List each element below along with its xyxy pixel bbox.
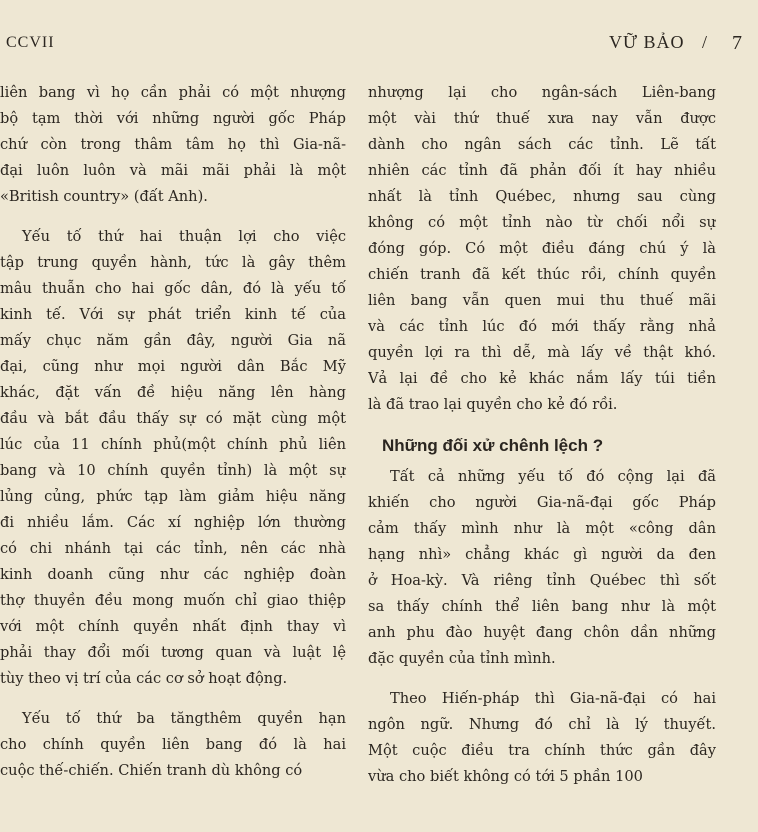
text-line: mấy chục năm gần đây, người Gia nã (0, 332, 346, 349)
text-line: Yếu tố thứ ba tăngthêm quyền hạn (22, 710, 346, 727)
text-line: có chi nhánh tại các tỉnh, nên các nhà (0, 540, 346, 557)
section-heading: Những đối xử chênh lệch ? (382, 436, 604, 455)
text-line: khác, đặt vấn đề hiệu năng lên hàng (0, 384, 346, 401)
text-line: Một cuộc điều tra chính thức gần đây (368, 742, 716, 759)
text-line: vừa cho biết không có tới 5 phần 100 (368, 768, 643, 785)
text-line: cuộc thế-chiến. Chiến tranh dù không có (0, 762, 303, 779)
text-line: liên bang vẫn quen mui thu thuế mãi (368, 292, 716, 309)
text-line: liên bang vì họ cần phải có một nhượng (0, 84, 346, 101)
text-line: đại, cũng như mọi người dân Bắc Mỹ (0, 358, 346, 375)
text-line: Theo Hiến-pháp thì Gia-nã-đại có hai (390, 690, 716, 707)
text-line: ngôn ngữ. Nhưng đó chỉ là lý thuyết. (368, 716, 716, 733)
text-line: bộ tạm thời với những người gốc Pháp (0, 110, 346, 127)
text-line: khiến cho người Gia-nã-đại gốc Pháp (368, 494, 716, 511)
text-line: mâu thuẫn cho hai gốc dân, đó là yếu tố (0, 280, 346, 297)
text-line: và các tỉnh lúc đó mới thấy rằng nhả (368, 318, 716, 335)
text-line: kinh doanh cũng như các nghiệp đoàn (0, 566, 346, 583)
text-line: Yếu tố thứ hai thuận lợi cho việc (22, 228, 346, 245)
right-column (368, 80, 716, 790)
page-number: 7 (732, 32, 742, 54)
text-line: cảm thấy mình như là một «công dân (368, 520, 716, 537)
text-line: «British country» (đất Anh). (0, 188, 208, 205)
right-column-bottom (368, 464, 716, 790)
text-line: đi nhiều lắm. Các xí nghiệp lớn thường (0, 514, 346, 531)
text-line: nhiên các tỉnh đã phản đối ít hay nhiều (368, 162, 716, 179)
text-line: ở Hoa-kỳ. Và riêng tỉnh Québec thì sốt (368, 572, 716, 589)
text-line: lủng củng, phức tạp làm giảm hiệu năng (0, 488, 346, 505)
text-line: tùy theo vị trí của các cơ sở hoạt động. (0, 670, 288, 687)
text-line: không có một tỉnh nào từ chối nổi sự (368, 214, 716, 231)
text-line: là đã trao lại quyền cho kẻ đó rồi. (368, 396, 618, 413)
text-line: sa thấy chính thể liên bang như là một (368, 598, 716, 615)
text-line: chiến tranh đã kết thúc rồi, chính quyền (368, 266, 716, 283)
text-line: với một chính quyền nhất định thay vì (0, 618, 346, 635)
text-line: phải thay đổi mối tương quan và luật lệ (0, 644, 346, 661)
left-column (0, 80, 346, 784)
text-line: đóng góp. Có một điều đáng chú ý là (368, 240, 716, 257)
text-line: đầu và bắt đầu thấy sự có mặt cùng một (0, 410, 346, 427)
text-line: một vài thứ thuế xưa nay vẫn được (368, 110, 716, 127)
page-header (0, 30, 758, 60)
text-line: hạng nhì» chẳng khác gì người da đen (368, 546, 716, 563)
text-line: kinh tế. Với sự phát triển kinh tế của (0, 306, 346, 323)
text-line: Tất cả những yếu tố đó cộng lại đã (390, 468, 716, 485)
text-line: đại luôn luôn và mãi mãi phải là một (0, 162, 346, 179)
text-line: anh phu đào huyệt đang chôn dần những (368, 624, 716, 641)
text-line: đặc quyền của tỉnh mình. (368, 650, 556, 667)
text-line: nhượng lại cho ngân-sách Liên-bang (368, 84, 716, 101)
text-line: tập trung quyền hành, tức là gây thêm (0, 254, 346, 271)
text-line: dành cho ngân sách các tỉnh. Lẽ tất (368, 136, 716, 153)
text-line: Vả lại đề cho kẻ khác nắm lấy túi tiền (368, 370, 716, 387)
text-line: bang và 10 chính quyền tỉnh) là một sự (0, 462, 346, 479)
text-line: chứ còn trong thâm tâm họ thì Gia-nã- (0, 136, 346, 153)
text-line: quyền lợi ra thì dễ, mà lấy về thật khó. (368, 344, 716, 361)
text-line: cho chính quyền liên bang đó là hai (0, 736, 346, 753)
text-line: lúc của 11 chính phủ(một chính phủ liên (0, 436, 346, 453)
issue-number: CCVII (6, 34, 55, 51)
text-line: thợ thuyền đều mong muốn chỉ giao thiệp (0, 592, 346, 609)
text-line: nhất là tỉnh Québec, nhưng sau cùng (368, 188, 716, 205)
author-name: VỮ BẢO / (609, 32, 708, 52)
right-column-top (368, 80, 716, 418)
